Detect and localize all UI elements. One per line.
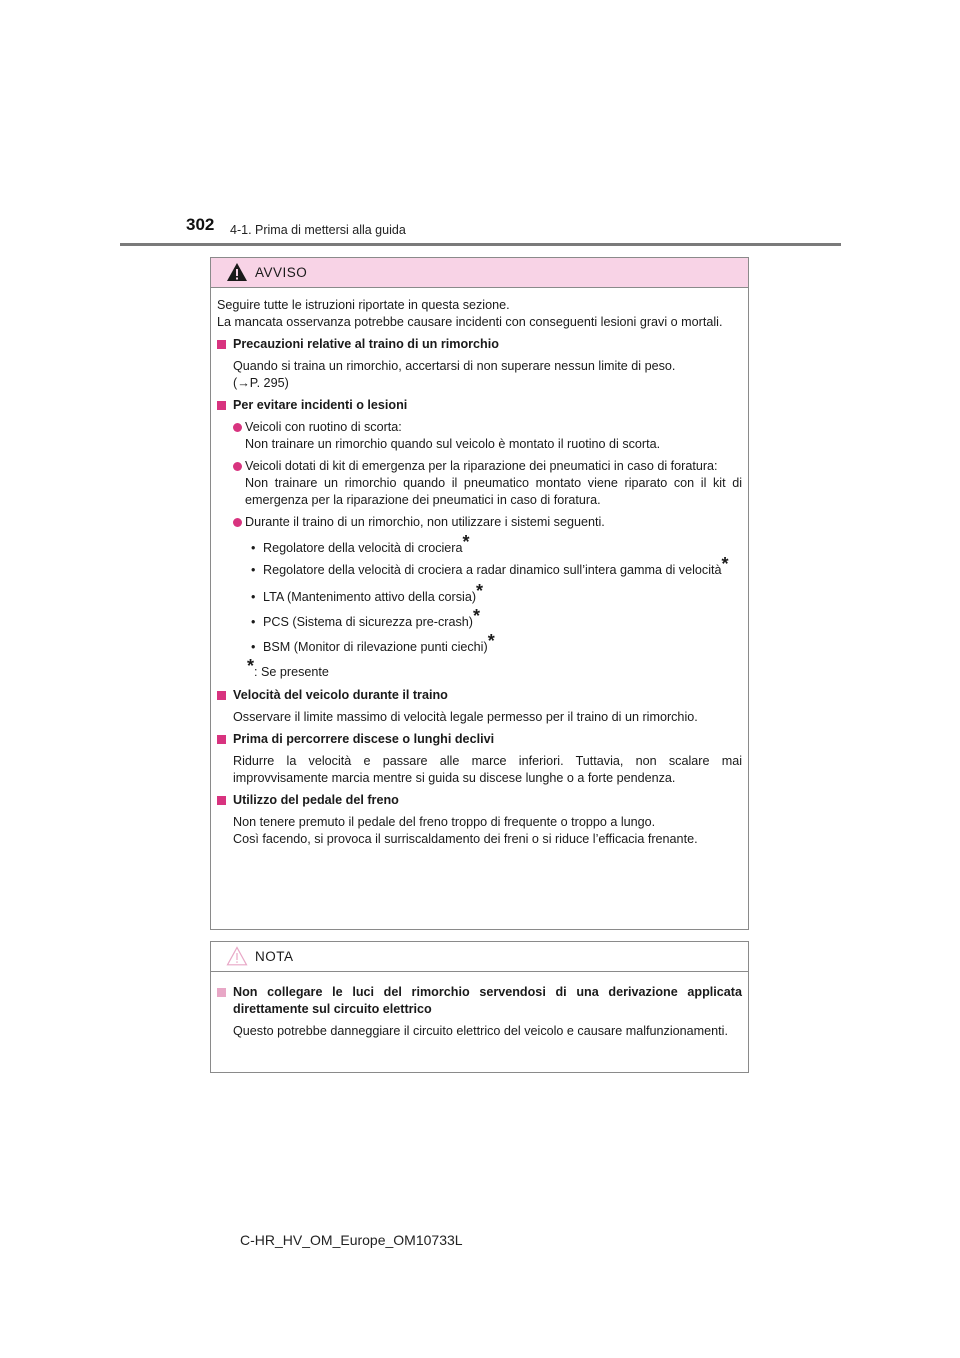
speed-limit-text: Osservare il limite massimo di velocità legale permesso per il traino di un rimorchio. [233,710,698,724]
system-item: • LTA (Mantenimento attivo della corsia)* [251,581,484,604]
warning-body [211,288,748,848]
page-number: 302 [186,215,215,234]
note-title: NOTA [255,949,294,964]
footnote: *: Se presente [247,656,329,679]
section-heading: Precauzioni relative al traino di un rimorchio [217,336,742,353]
section-title: 4-1. Prima di mettersi alla guida [230,223,406,237]
square-bullet-icon [217,988,226,997]
round-bullet-icon [233,462,242,471]
list-item: Durante il traino di un rimorchio, non utilizzare i sistemi seguenti. [217,514,742,531]
list-item: Veicoli dotati di kit di emergenza per la riparazione dei pneumatici in caso di foratura: Non trainare un rimorchio quando il pneumatico montato viene riparato con il kit di emergenza per la riparazione dei pneumatici in caso di foratura. [217,458,742,509]
note-text: Questo potrebbe danneggiare il circuito elettrico del veicolo e causare malfunzionamenti. [233,1024,728,1038]
note-box [210,941,749,1073]
section-heading: Velocità del veicolo durante il traino [217,687,742,704]
round-bullet-icon [233,423,242,432]
weight-limit-text: Quando si traina un rimorchio, accertarsi di non superare nessun limite di peso. [233,359,676,373]
square-bullet-icon [217,401,226,410]
section-heading: Prima di percorrere discese o lunghi declivi [217,731,742,748]
system-item: • BSM (Monitor di rilevazione punti ciechi)* [251,631,495,654]
section-heading: Per evitare incidenti o lesioni [217,397,742,414]
square-bullet-icon [217,796,226,805]
document-code: C-HR_HV_OM_Europe_OM10733L [240,1232,463,1248]
note-header [211,942,748,972]
warning-header [211,258,748,288]
brake-text-2: Così facendo, si provoca il surriscaldamento dei freni o si riduce l’efficacia frenante. [233,832,698,846]
note-body [211,972,748,1040]
system-item: • PCS (Sistema di sicurezza pre-crash)* [251,606,480,629]
warning-intro-1: Seguire tutte le istruzioni riportate in questa sezione. [217,298,510,312]
header-divider [120,243,841,246]
descent-text: Ridurre la velocità e passare alle marce inferiori. Tuttavia, non scalare mai improvvisamente marcia mentre si guida su discese lunghe o a forte pendenza. [233,754,742,785]
square-bullet-icon [217,735,226,744]
page-header [186,213,846,243]
warning-title: AVVISO [255,265,308,280]
page-reference: (→P. 295) [233,376,289,390]
list-item: Veicoli con ruotino di scorta: Non trainare un rimorchio quando sul veicolo è montato il ruotino di scorta. [217,419,742,453]
warning-box [210,257,749,930]
brake-text-1: Non tenere premuto il pedale del freno troppo di frequente o troppo a lungo. [233,815,656,829]
square-bullet-icon [217,340,226,349]
square-bullet-icon [217,691,226,700]
section-heading: Non collegare le luci del rimorchio servendosi di una derivazione applicata direttamente sul circuito elettrico [217,984,742,1018]
round-bullet-icon [233,518,242,527]
section-heading: Utilizzo del pedale del freno [217,792,742,809]
warning-triangle-icon [226,262,248,282]
system-item: • Regolatore della velocità di crociera* [251,532,470,555]
warning-intro-2: La mancata osservanza potrebbe causare incidenti con conseguenti lesioni gravi o mortali. [217,315,723,329]
caution-triangle-icon [226,946,248,966]
system-item: • Regolatore della velocità di crociera a radar dinamico sull’intera gamma di velocità* [251,554,729,577]
